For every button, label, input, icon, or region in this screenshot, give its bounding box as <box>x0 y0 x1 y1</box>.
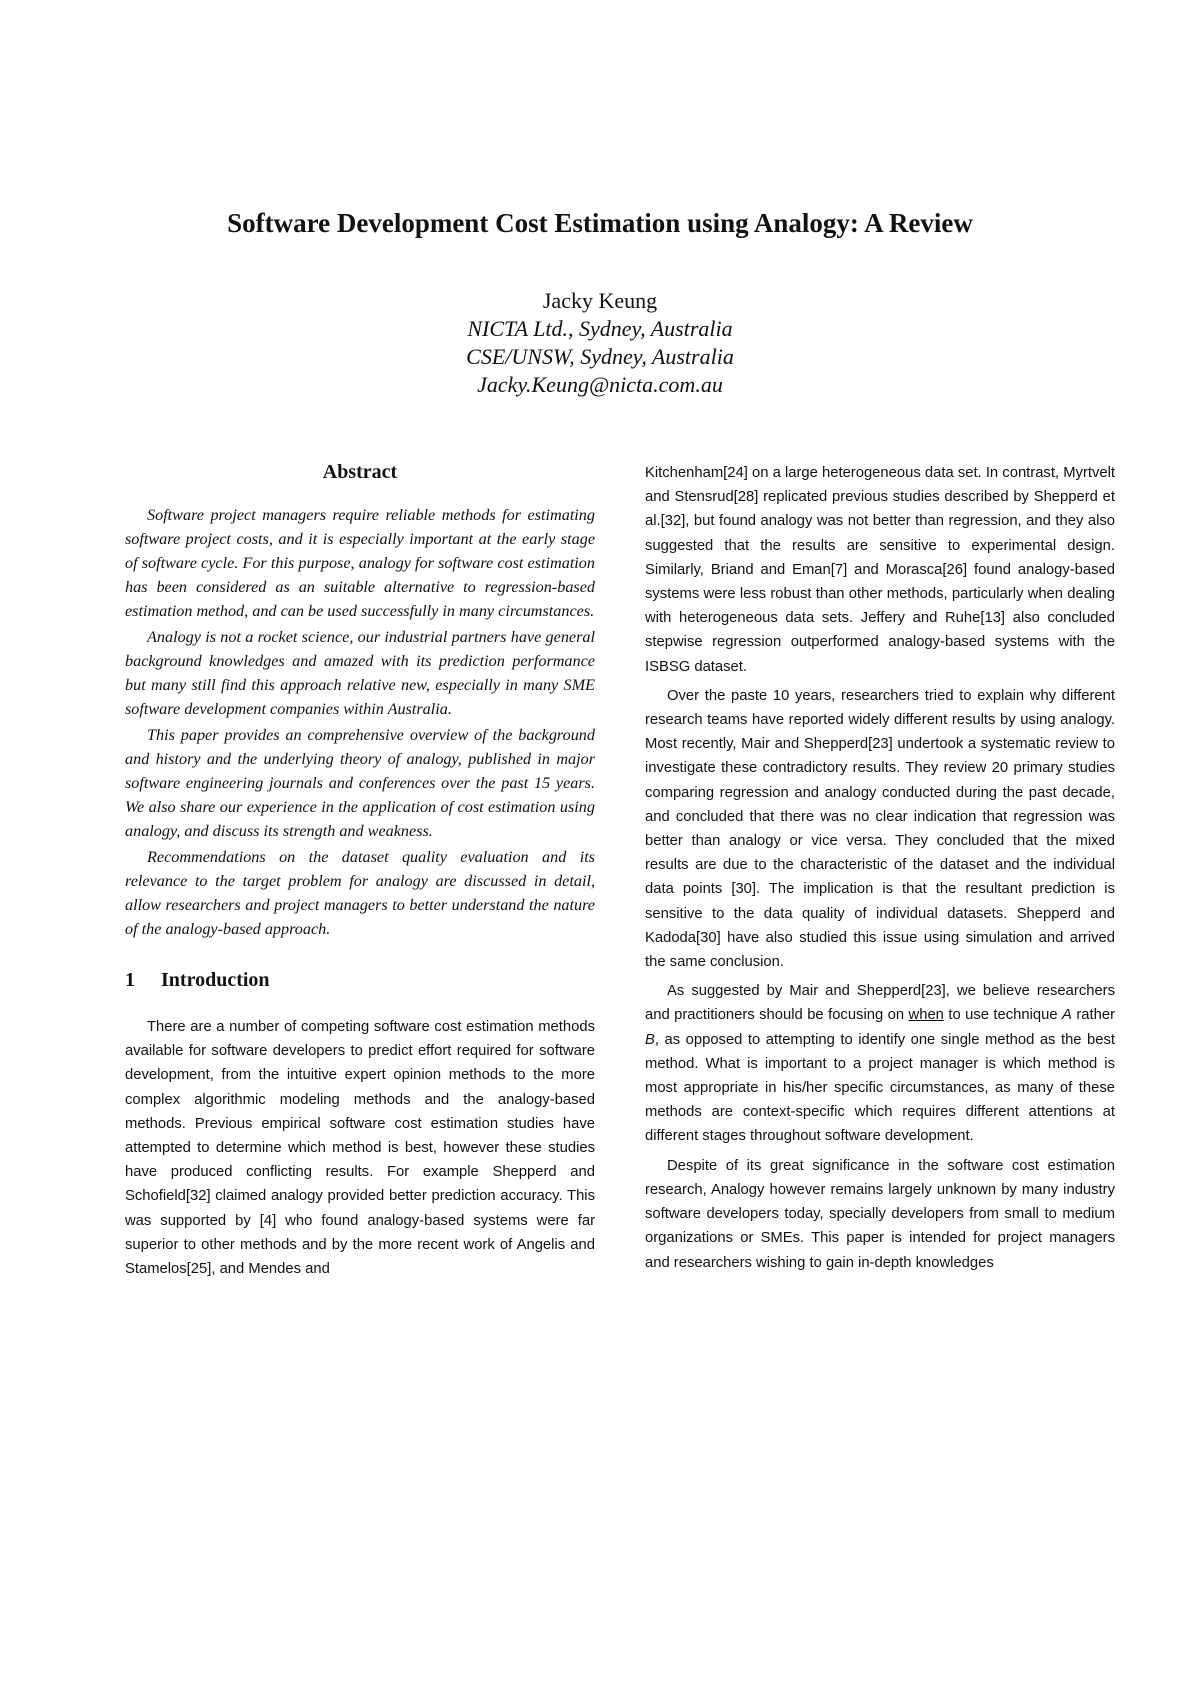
left-column <box>125 455 595 1286</box>
abstract-heading: Abstract <box>322 461 398 483</box>
affiliation-nicta: NICTA Ltd., Sydney, Australia <box>467 316 733 341</box>
author-email: Jacky.Keung@nicta.com.au <box>477 372 723 397</box>
paper-title: Software Development Cost Estimation using Analogy: A Review <box>227 208 973 238</box>
intro-paragraph: Over the paste 10 years, researchers tried to explain why different research teams have reported widely different results by using analogy. Most recently, Mair and Shepperd[23] undertook a systematic review to investigate these contradictory results. They review 20 primary studies comparing regression and analogy conducted during the past decade, and concluded that there was no clear indication that regression was better than analogy or vice versa. They concluded that the mixed results are due to the characteristic of the dataset and the individual data points [30]. The implication is that the resultant prediction is sensitive to the data quality of individual datasets. Shepperd and Kadoda[30] have also studied this issue using simulation and arrived the same conclusion. <box>645 687 1115 971</box>
variable-b: B <box>645 1031 655 1048</box>
text-span: As suggested by Mair and Shepperd[23], we believe researchers and practitioners should be focusing on <box>645 983 1115 1024</box>
intro-paragraph-continuation: Kitchenham[24] on a large heterogeneous data set. In contrast, Myrtvelt and Stensrud[28] replicated previous studies described by Shepperd et al.[32], but found analogy was not better than regression, and they also suggested that the results are sensitive to experimental design. Similarly, Briand and Eman[7] and Morasca[26] found analogy-based systems were less robust than other methods, particularly when dealing with heterogeneous data sets. Jeffery and Ruhe[13] also concluded stepwise regression outperformed analogy-based systems with the ISBSG dataset. <box>645 465 1115 675</box>
affiliation-unsw: CSE/UNSW, Sydney, Australia <box>466 344 734 369</box>
intro-paragraph: There are a number of competing software cost estimation methods available for software developers to predict effort required for software development, from the intuitive expert opinion methods to the more complex algorithmic modeling methods and the analogy-based methods. Previous empirical software cost estimation studies have attempted to determine which method is best, however these studies have produced conflicting results. For example Shepperd and Schofield[32] claimed analogy provided better prediction accuracy. This was supported by [4] who found analogy-based systems were far superior to other methods and by the more recent work of Angelis and Stamelos[25], and Mendes and <box>125 1019 595 1278</box>
section-heading-introduction <box>125 967 595 993</box>
right-column <box>645 461 1115 1280</box>
text-span: , as opposed to attempting to identify one single method as the best method. What is important to a project manager is which method is most appropriate in his/her specific circumstances, as many of these methods are context-specific which requires different attentions at different stages throughout software development. <box>645 1031 1115 1145</box>
section-title: Introduction <box>161 969 270 991</box>
abstract-paragraph: Software project managers require reliable methods for estimating software project costs, and it is especially important at the early stage of software cycle. For this purpose, analogy for software cost estimation has been considered as an suitable alternative to regression-based estimation method, and can be used successfully in many circumstances. <box>125 506 595 620</box>
abstract-paragraph: Recommendations on the dataset quality evaluation and its relevance to the target problem for analogy are discussed in detail, allow researchers and project managers to better understand the nature of the analogy-based approach. <box>125 848 595 938</box>
intro-paragraph: Despite of its great significance in the software cost estimation research, Analogy however remains largely unknown by many industry software developers today, specially developers from small to medium organizations or SMEs. This paper is intended for project managers and researchers wishing to gain in-depth knowledges <box>645 1157 1115 1271</box>
abstract-paragraph: Analogy is not a rocket science, our industrial partners have general background knowledges and amazed with its prediction performance but many still find this approach relative new, especially in many SME software development companies within Australia. <box>125 628 595 718</box>
author-name: Jacky Keung <box>542 288 658 313</box>
variable-a: A <box>1062 1007 1072 1024</box>
text-span: to use technique <box>943 1007 1063 1024</box>
author-block <box>0 287 1200 399</box>
abstract-paragraph: This paper provides an comprehensive overview of the background and history and the underlying theory of analogy, published in major software engineering journals and conferences over the past 15 years. We also share our experience in the application of cost estimation using analogy, and discuss its strength and weakness. <box>125 726 595 840</box>
intro-paragraph <box>645 979 1115 1148</box>
text-span: rather <box>1071 1007 1115 1024</box>
section-number: 1 <box>125 969 135 991</box>
underlined-word: when <box>908 1007 944 1024</box>
